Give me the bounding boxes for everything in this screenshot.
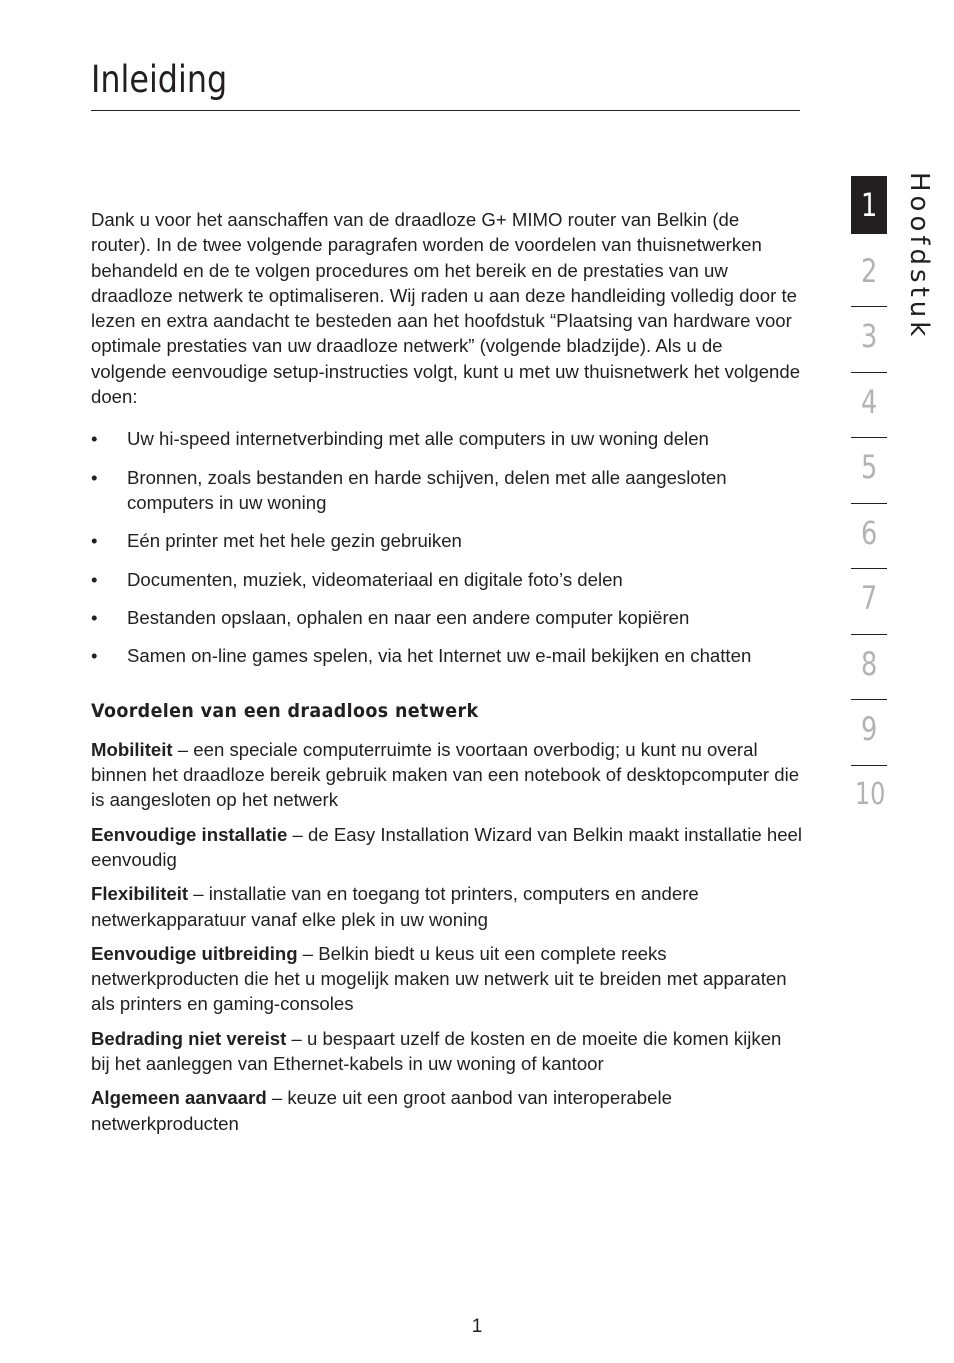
chapter-nav [851,176,887,831]
benefit-text: – de Easy Installation Wizard van Belkin maakt installatie heel eenvoudig [91,823,803,870]
chapter-label: Hoofdstuk [904,172,934,341]
benefit-paragraph [91,822,803,873]
benefit-term: Flexibiliteit [91,883,189,905]
benefit-text: – een speciale computerruimte is voortaan overbodig; u kunt nu overal binnen het draadloze bereik gebruik maken van een notebook of desktopcomputer die is aangesloten op het netwerk [91,738,800,811]
benefit-paragraph [91,1085,803,1136]
chapter-tab-2[interactable]: 2 [851,242,887,308]
benefit-term: Algemeen aanvaard [91,1087,267,1109]
intro-paragraph: Dank u voor het aanschaffen van de draadloze G+ MIMO router van Belkin (de router). In de twee volgende paragrafen worden de voordelen van thuisnetwerken behandeld en de te volgen procedures om het bereik en de prestaties van uw draadloze netwerk te optimaliseren. Wij raden u aan deze handleiding volledig door te lezen en extra aandacht te besteden aan het hoofdstuk “Plaatsing van hardware voor optimale prestaties van uw draadloze netwerk” (volgende bladzijde). Als u de volgende eenvoudige setup-instructies volgt, kunt u met uw thuisnetwerk het volgende doen: [91,209,801,408]
list-item-text: Samen on-line games spelen, via het Internet uw e-mail bekijken en chatten [127,645,752,667]
bullet-icon: • [91,530,98,552]
bullet-icon: • [91,645,98,667]
benefit-text: – u bespaart uzelf de kosten en de moeite die komen kijken bij het aanleggen van Ethernet-kabels in uw woning of kantoor [91,1027,782,1075]
chapter-tab-6[interactable]: 6 [851,504,887,570]
benefit-text: – keuze uit een groot aanbod van interoperabele netwerkproducten [91,1087,672,1134]
benefit-paragraph [91,941,803,1017]
chapter-tab-5[interactable]: 5 [851,438,887,504]
benefit-paragraph [91,1026,803,1077]
list-item [91,643,803,668]
list-item [91,528,803,553]
chapter-tab-4[interactable]: 4 [851,373,887,439]
chapter-tab-3[interactable]: 3 [851,307,887,373]
page-number: 1 [471,1316,483,1337]
bullet-icon: • [91,606,98,628]
benefit-paragraph [91,881,803,932]
benefit-text: – installatie van en toegang tot printers, computers en andere netwerkapparatuur vanaf elke plek in uw woning [91,883,699,930]
benefit-term: Eenvoudige installatie [91,823,288,845]
benefit-text: – Belkin biedt u keus uit een complete reeks netwerkproducten die het u mogelijk maken uw netwerk uit te breiden met apparaten als printers en gaming-consoles [91,942,787,1015]
benefit-term: Mobiliteit [91,738,173,760]
chapter-tab-8[interactable]: 8 [851,635,887,701]
chapter-tab-10[interactable]: 10 [854,776,886,812]
list-item-text: Bestanden opslaan, ophalen en naar een andere computer kopiëren [127,606,690,628]
list-item [91,426,803,451]
list-item [91,567,803,592]
bullet-icon: • [91,568,98,590]
benefit-paragraph [91,737,803,813]
list-item-text: Bronnen, zoals bestanden en harde schijven, delen met alle aangesloten computers in uw woning [127,466,727,513]
bullet-icon: • [91,428,98,450]
chapter-tab-7[interactable]: 7 [851,569,887,635]
benefit-term: Eenvoudige uitbreiding [91,942,298,964]
list-item-text: Documenten, muziek, videomateriaal en digitale foto’s delen [127,568,623,590]
chapter-tab-9[interactable]: 9 [851,700,887,766]
benefit-term: Bedrading niet vereist [91,1027,287,1049]
section-heading: Voordelen van een draadloos netwerk [91,700,479,723]
bullet-icon: • [91,466,98,488]
list-item-text: Eén printer met het hele gezin gebruiken [127,530,462,552]
chapter-tab-1[interactable]: 1 [851,176,887,234]
title-divider [91,110,800,111]
bullet-list [91,426,803,668]
list-item [91,605,803,630]
page-title: Inleiding [91,58,228,101]
list-item-text: Uw hi-speed internetverbinding met alle computers in uw woning delen [127,428,709,450]
list-item [91,465,803,516]
main-content [91,207,803,1145]
